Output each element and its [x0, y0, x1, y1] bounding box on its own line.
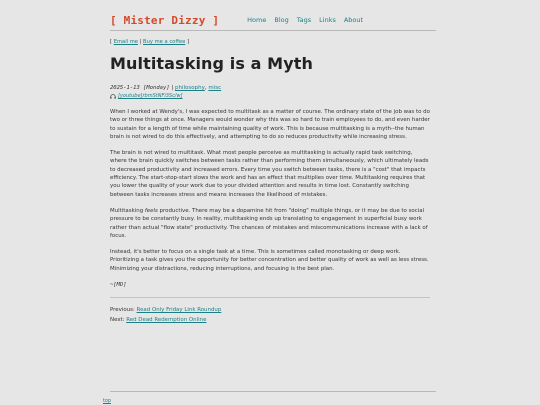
next-post: [110, 316, 430, 326]
footer-divider: [110, 391, 436, 392]
back-to-top-link[interactable]: top: [103, 399, 111, 404]
post-date: 2025-1-13 [Monday]: [110, 85, 170, 91]
contact-bar-close: ]: [185, 39, 189, 45]
paragraph-1: When I worked at Wendy's, I was expected to multitask as a matter of course. The ordinary state of the job was to do two or three things at once. Managers would wonder why this was so hard to train employees to do, and even harder to sustain for a length of time while maintaining quality of work. This is because multitasking is a myth--the human brain is not wired to do this effectively, and attempting to do so reduces productivity while increasing stress.: [110, 109, 430, 140]
post-divider: [110, 297, 430, 298]
nav-links[interactable]: Links: [319, 16, 336, 24]
previous-post-link[interactable]: Read Only Friday Link Roundup: [136, 307, 222, 314]
previous-post: [110, 306, 430, 316]
post-title: Multitasking is a Myth: [110, 54, 313, 73]
tag-misc-link[interactable]: misc: [208, 85, 222, 91]
post-content: [110, 108, 430, 325]
soundtrack-line: [110, 93, 183, 99]
meta-separator: |: [169, 85, 175, 91]
soundtrack-link[interactable]: [youtube]rbmStNFi3Sc/w]: [118, 93, 183, 99]
nav-about[interactable]: About: [343, 16, 364, 24]
paragraph-2: The brain is not wired to multitask. What most people perceive as multitasking is actually rapid task switching, where the brain quickly switches between tasks rather than performing them simultaneously, which ultimately leads to decreased productivity and increased errors. Every time you switch between tasks, there is a "cost" that impacts efficiency. The start-stop-start slows the work and has an effect that multiplies over time. Multitasking requires that you lower the quality of your work due to your divided attention and results in time lost. Constantly switching between tasks increases stress and means increases the likelihood of mistakes.: [110, 150, 429, 198]
contact-bar: [110, 39, 189, 45]
paragraph-3-end: productive. There may be a dopamine hit from "doing" multiple things, or it may be due to social pressure to be constantly busy. In reality, multitasking ends up translating to engagement in superficial busy work rather than actual "flow state" productivity. The chances of mistakes and miscommunications increase with a lack of focus.: [110, 207, 428, 239]
nav-home[interactable]: Home: [247, 16, 267, 24]
next-post-link[interactable]: Red Dead Redemption Online: [126, 316, 207, 323]
post-meta: [110, 85, 221, 91]
previous-label: Previous:: [110, 307, 137, 314]
email-me-link[interactable]: Email me: [113, 39, 138, 45]
paragraph-4: Instead, it's better to focus on a single task at a time. This is sometimes called monotasking or deep work. Prioritizing a task gives you the opportunity for better concentration and better quality of work as well as less stress. Minimizing your distractions, reducing interruptions, and focusing is the best plan.: [110, 249, 429, 272]
tag-philosophy-link[interactable]: philosophy: [174, 85, 205, 91]
site-header: [110, 8, 436, 32]
paragraph-3-start: Multitasking: [110, 207, 145, 214]
next-label: Next:: [110, 316, 127, 323]
main-nav: [247, 16, 363, 24]
buy-coffee-link[interactable]: Buy me a coffee: [143, 39, 186, 45]
nav-blog[interactable]: Blog: [274, 16, 289, 24]
header-divider: [110, 30, 436, 31]
paragraph-3: [110, 207, 430, 240]
contact-bar-separator: |: [137, 39, 144, 45]
tag-separator: ,: [204, 85, 209, 91]
contact-bar-open: [: [110, 39, 114, 45]
nav-tags[interactable]: Tags: [296, 16, 312, 24]
signature: ~[MD]: [110, 282, 127, 289]
paragraph-3-emphasis: feels: [144, 207, 158, 214]
site-title-link[interactable]: [ Mister Dizzy ]: [110, 13, 220, 27]
headphones-icon: [110, 94, 116, 99]
